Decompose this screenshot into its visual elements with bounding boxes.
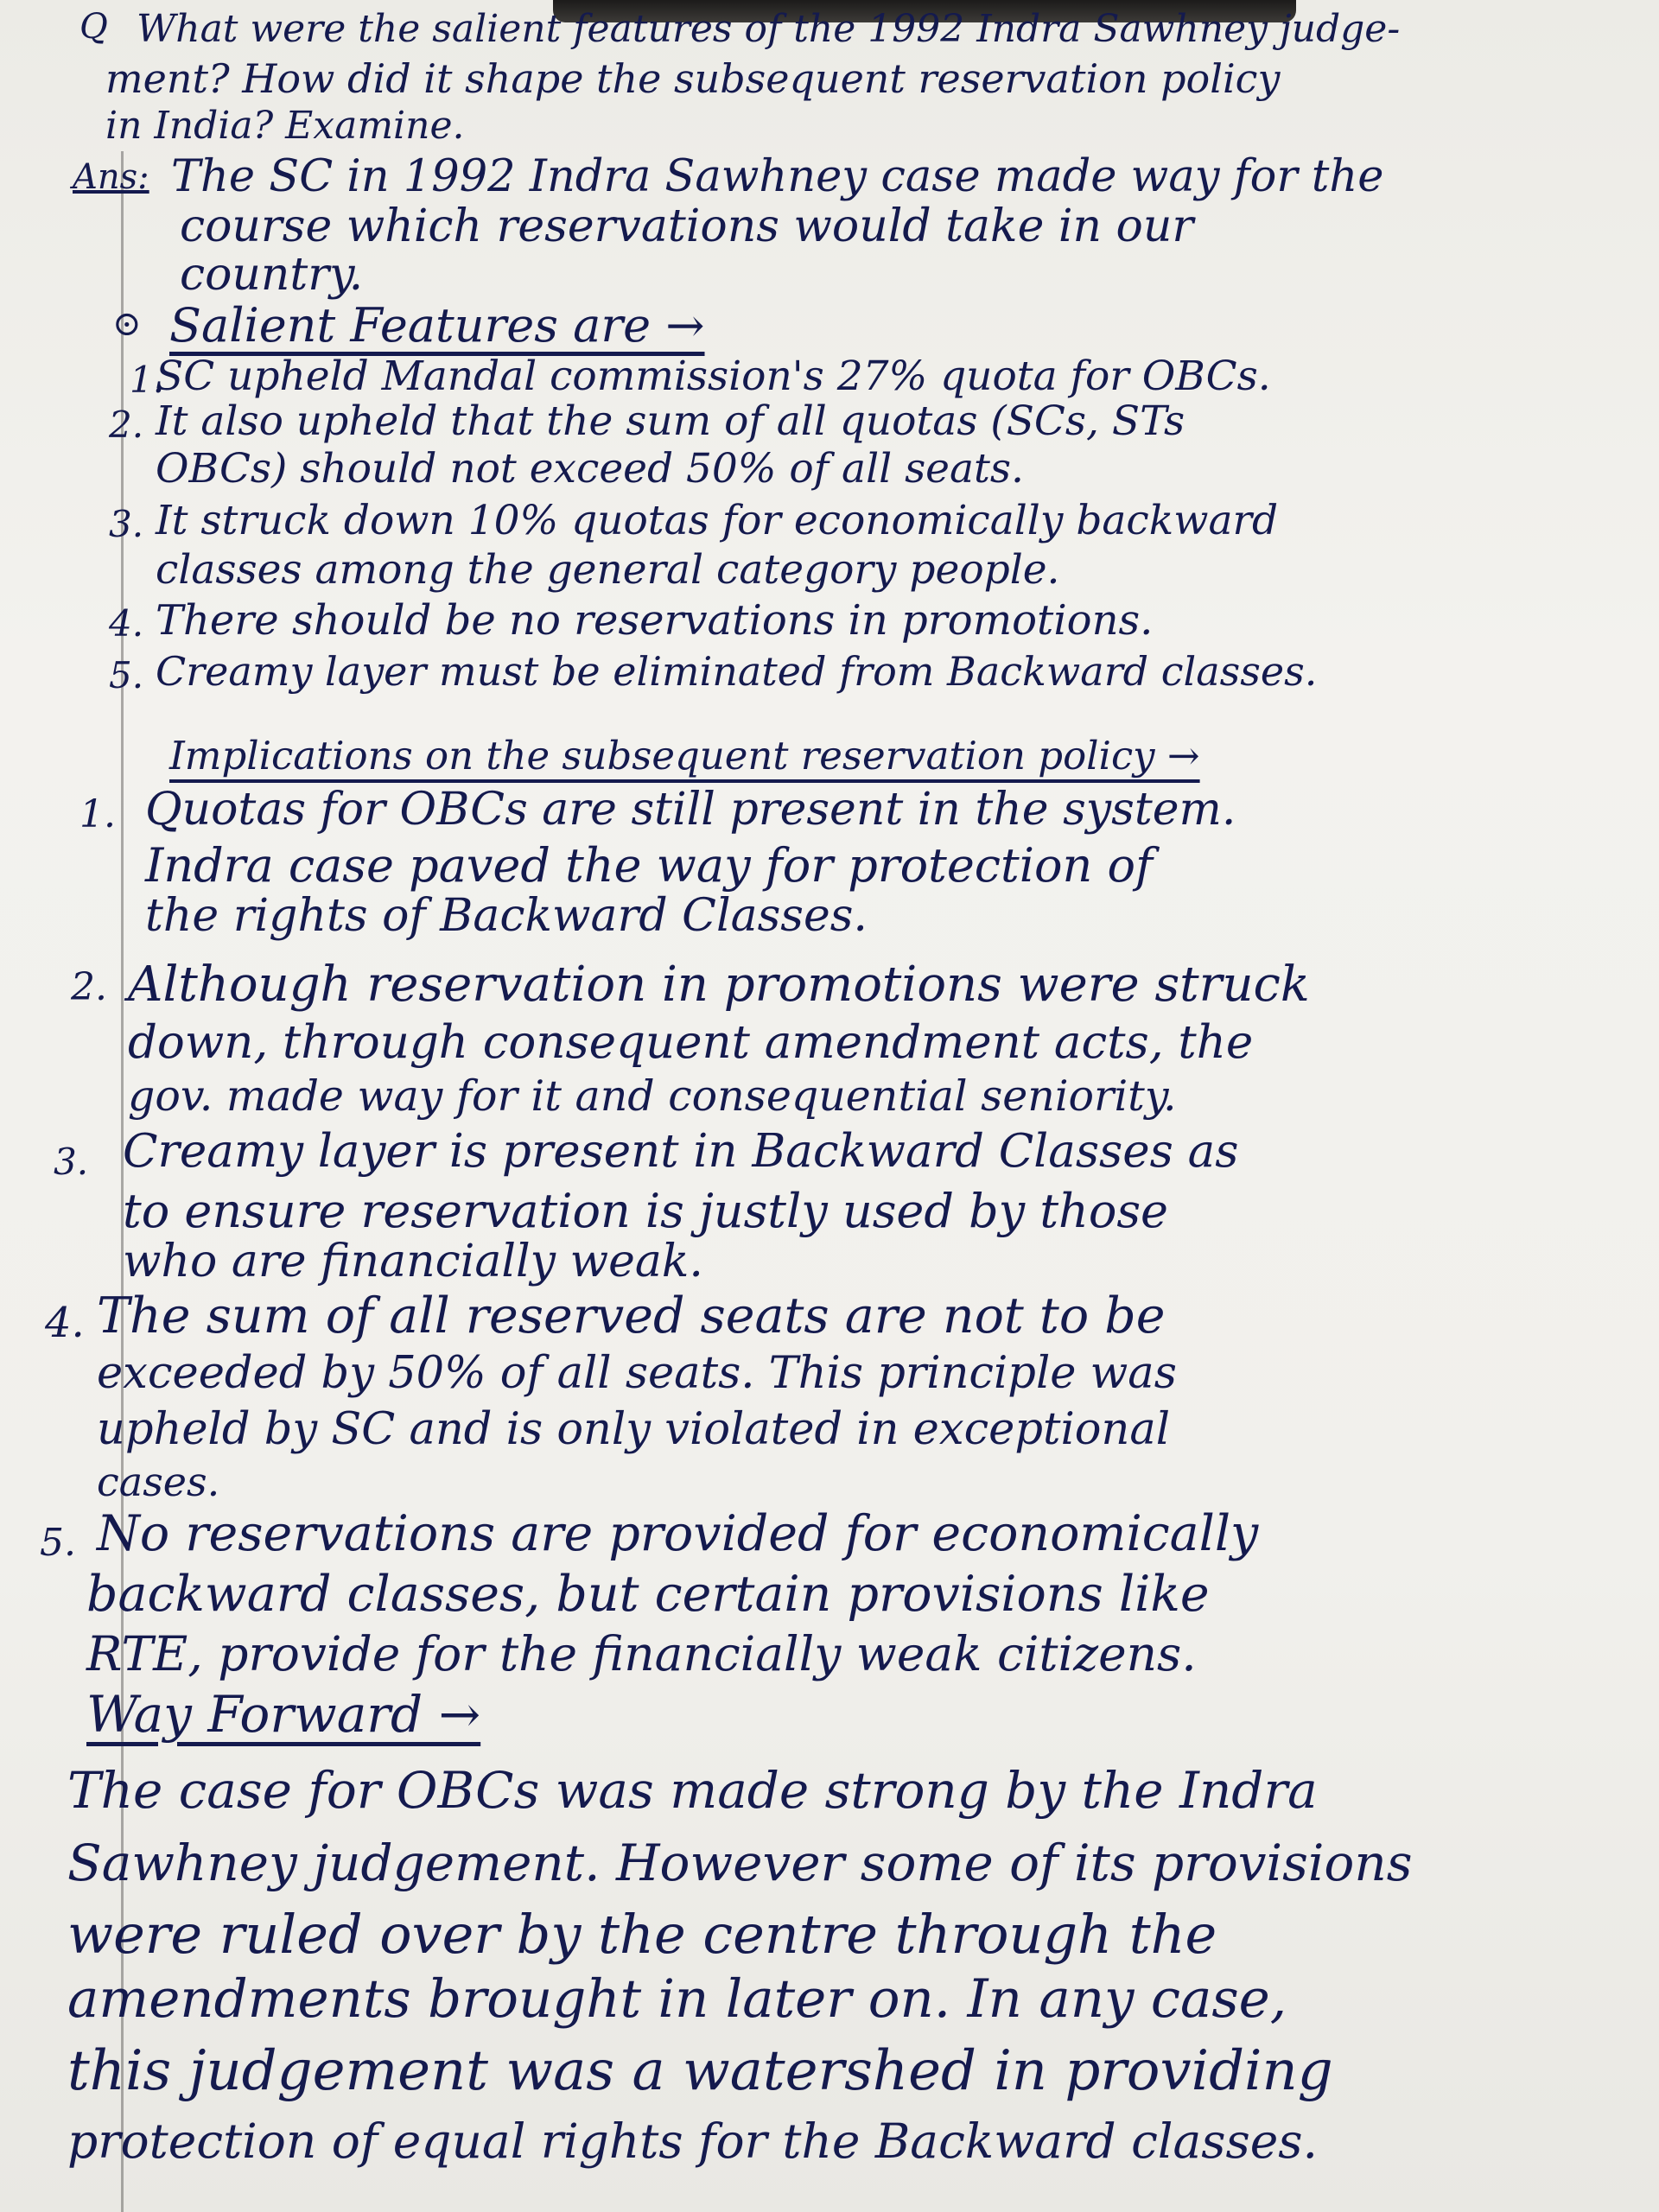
answer-intro-line: country. xyxy=(180,249,364,301)
implication-line: down, through consequent amendment acts, the xyxy=(128,1016,1254,1069)
feature-line: It also upheld that the sum of all quotas (SCs, STs xyxy=(156,397,1185,445)
implication-number: 1. xyxy=(79,792,116,836)
implication-number: 3. xyxy=(54,1141,89,1183)
implication-line: RTE, provide for the financially weak citizens. xyxy=(86,1626,1197,1681)
implication-line: who are financially weak. xyxy=(123,1236,703,1287)
feature-line: classes among the general category people. xyxy=(156,546,1060,594)
feature-number: 4. xyxy=(109,602,144,645)
feature-line: Creamy layer must be eliminated from Backward classes. xyxy=(156,648,1318,695)
feature-line: There should be no reservations in promotions. xyxy=(156,596,1154,645)
implication-line: Quotas for OBCs are still present in the system. xyxy=(145,784,1236,836)
implication-line: The sum of all reserved seats are not to be xyxy=(97,1287,1166,1344)
feature-line: OBCs) should not exceed 50% of all seats. xyxy=(156,445,1024,493)
implication-line: the rights of Backward Classes. xyxy=(145,890,868,942)
implication-line: exceeded by 50% of all seats. This principle was xyxy=(97,1348,1177,1399)
way-forward-line: this judgement was a watershed in providing xyxy=(67,2039,1333,2103)
implication-line: No reservations are provided for economically xyxy=(97,1505,1259,1562)
implication-number: 4. xyxy=(45,1299,85,1347)
way-forward-line: amendments brought in later on. In any case, xyxy=(67,1968,1287,2030)
way-forward-line: Sawhney judgement. However some of its provisions xyxy=(67,1834,1413,1892)
feature-line: SC upheld Mandal commission's 27% quota for OBCs. xyxy=(156,353,1271,400)
way-forward-line: were ruled over by the centre through the xyxy=(67,1903,1217,1966)
implication-line: gov. made way for it and consequential seniority. xyxy=(128,1071,1177,1121)
answer-marker: Ans: xyxy=(73,157,149,197)
feature-number: 5. xyxy=(109,654,144,696)
implication-line: Creamy layer is present in Backward Classes as xyxy=(123,1125,1239,1178)
feature-number: 3. xyxy=(109,503,144,545)
features-heading: Salient Features are → xyxy=(169,298,705,353)
feature-number: 2. xyxy=(109,404,144,446)
question-line: ment? How did it shape the subsequent reservation policy xyxy=(105,55,1281,102)
implication-number: 2. xyxy=(71,965,107,1009)
implication-line: to ensure reservation is justly used by those xyxy=(123,1184,1169,1238)
implication-line: Although reservation in promotions were struck xyxy=(128,957,1310,1013)
answer-intro-line: The SC in 1992 Indra Sawhney case made way for the xyxy=(171,151,1384,202)
implication-line: backward classes, but certain provisions like xyxy=(86,1566,1210,1623)
question-marker: Q xyxy=(79,7,108,47)
answer-intro-line: course which reservations would take in our xyxy=(180,200,1194,252)
feature-number: 1. xyxy=(130,359,165,401)
feature-line: It struck down 10% quotas for economically backward xyxy=(156,497,1279,544)
way-forward-line: The case for OBCs was made strong by the Indra xyxy=(67,1761,1318,1820)
implication-line: Indra case paved the way for protection of xyxy=(145,838,1153,893)
implications-heading: Implications on the subsequent reservation policy → xyxy=(169,733,1200,779)
implication-number: 5. xyxy=(40,1521,76,1565)
question-line: in India? Examine. xyxy=(105,104,465,148)
question-line: What were the salient features of the 1992 Indra Sawhney judge- xyxy=(137,7,1401,51)
way-forward-line: protection of equal rights for the Backward classes. xyxy=(67,2113,1318,2169)
bullet-icon: ⊙ xyxy=(112,304,142,344)
way-forward-heading: Way Forward → xyxy=(86,1685,481,1744)
implication-line: upheld by SC and is only violated in exceptional xyxy=(97,1404,1171,1455)
implication-line: cases. xyxy=(97,1459,220,1505)
